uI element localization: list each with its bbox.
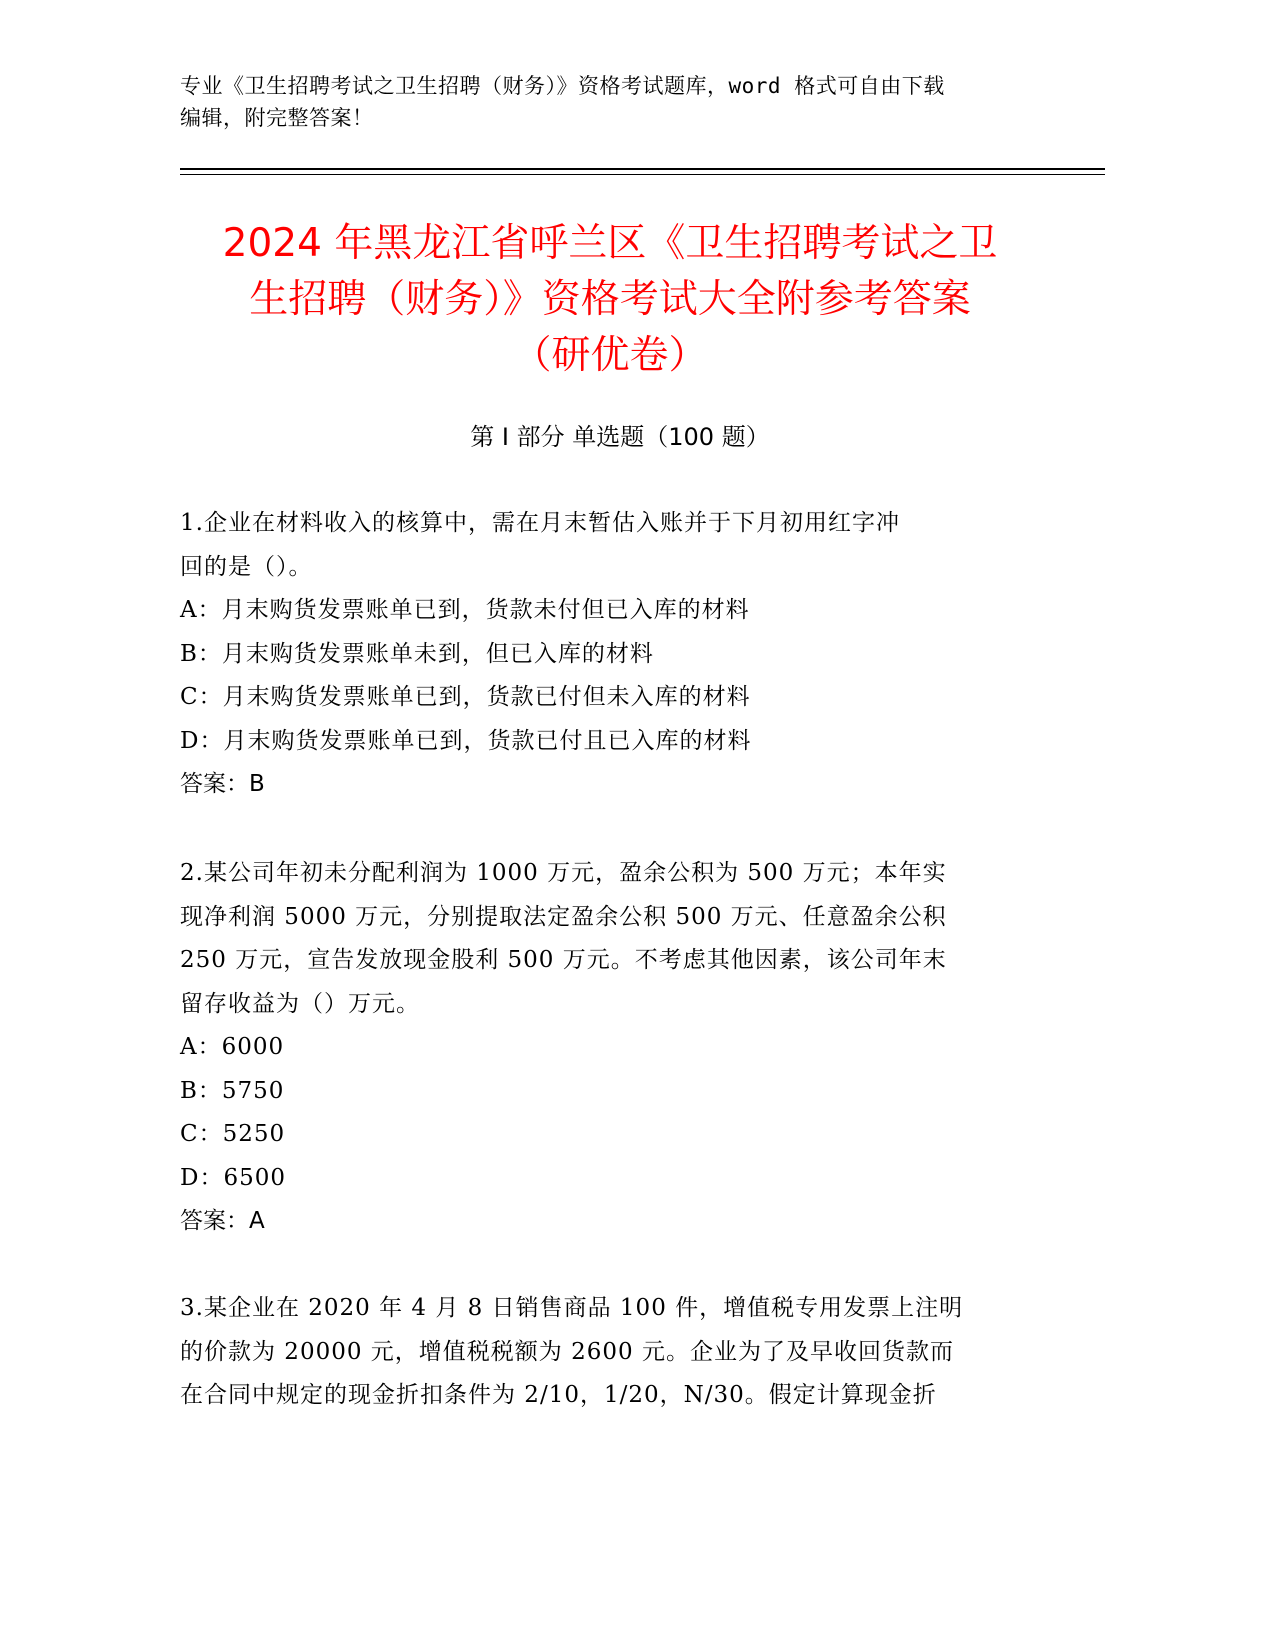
section-heading: 第 I 部分 单选题（100 题） (470, 423, 770, 451)
question-stem-line: 3.某企业在 2020 年 4 月 8 日销售商品 100 件，增值税专用发票上注明 (180, 1295, 964, 1321)
option-b: B：月末购货发票账单未到，但已入库的材料 (180, 640, 654, 667)
option-c: C：5250 (180, 1121, 286, 1147)
question-stem-line: 2.某公司年初未分配利润为 1000 万元，盈余公积为 500 万元；本年实 (180, 860, 947, 886)
question-3 (180, 1287, 1060, 1418)
document-title (160, 216, 1060, 384)
option-c: C：月末购货发票账单已到，货款已付但未入库的材料 (180, 684, 751, 710)
header-divider-thin (180, 174, 1105, 175)
document-title-line: （研优卷） (512, 333, 708, 378)
question-2 (180, 852, 1060, 1244)
question-1 (180, 502, 1060, 807)
header-note-line: 编辑，附完整答案！ (180, 106, 374, 130)
answer-text: 答案：B (180, 771, 265, 797)
question-stem-line: 1.企业在材料收入的核算中，需在月末暂估入账并于下月初用红字冲 (180, 510, 900, 536)
document-title-line: 生招聘（财务）》资格考试大全附参考答案 (249, 277, 971, 322)
header-note (180, 70, 1060, 134)
question-stem-line: 250 万元，宣告发放现金股利 500 万元。不考虑其他因素，该公司年末 (180, 947, 947, 973)
question-stem-line: 回的是（）。 (180, 553, 313, 580)
answer-text: 答案：A (180, 1208, 265, 1234)
option-d: D：月末购货发票账单已到，货款已付且已入库的材料 (180, 727, 752, 754)
option-d: D：6500 (180, 1164, 286, 1191)
question-stem-line: 现净利润 5000 万元，分别提取法定盈余公积 500 万元、任意盈余公积 (180, 903, 947, 930)
question-stem-line: 在合同中规定的现金折扣条件为 2/10，1/20，N/30。假定计算现金折 (180, 1382, 937, 1408)
question-stem-line: 留存收益为（）万元。 (180, 990, 420, 1017)
option-b: B：5750 (180, 1077, 285, 1104)
option-a: A：月末购货发票账单已到，货款未付但已入库的材料 (180, 597, 750, 623)
question-stem-line: 的价款为 20000 元，增值税税额为 2600 元。企业为了及早收回货款而 (180, 1338, 954, 1365)
header-note-line: 专业《卫生招聘考试之卫生招聘（财务）》资格考试题库，word 格式可自由下载 (180, 74, 945, 98)
header-divider-thick (180, 168, 1105, 170)
option-a: A：6000 (180, 1034, 285, 1060)
document-title-line: 2024 年黑龙江省呼兰区《卫生招聘考试之卫 (222, 221, 998, 266)
